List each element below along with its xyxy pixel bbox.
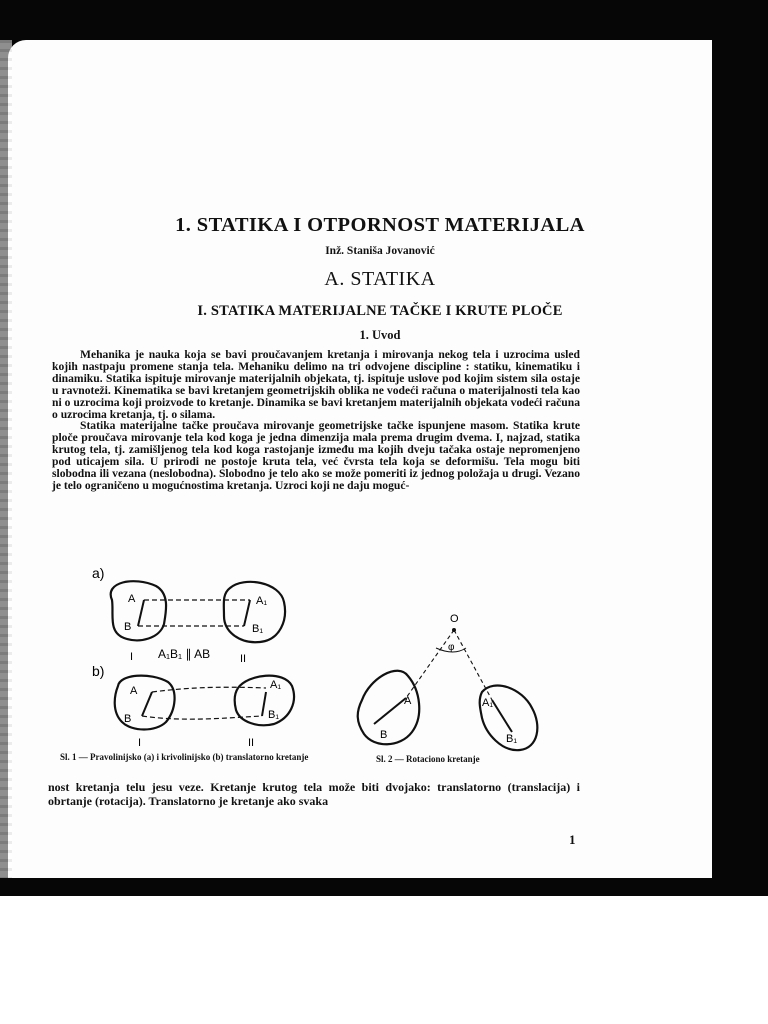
body-text <box>52 349 580 492</box>
fig1a-roman-II: II <box>240 653 247 665</box>
subsection-title: 1. Uvod <box>359 328 401 342</box>
part-title: A. STATIKA <box>324 268 436 290</box>
fig2-segment-A1B1 <box>492 700 512 732</box>
fig1a-point-B: B <box>124 621 132 633</box>
fig1a-point-A: A <box>128 593 136 605</box>
fig1a-body-I <box>111 581 166 640</box>
fig1-label-b: b) <box>92 663 105 679</box>
author-name: Inž. Staniša Jovanović <box>325 245 435 257</box>
figure-2-caption: Sl. 2 — Rotaciono kretanje <box>376 754 480 764</box>
fig1b-point-B1: B₁ <box>268 709 280 721</box>
chapter-title: 1. STATIKA I OTPORNOST MATERIJALA <box>175 214 585 236</box>
fig1-label-a: a) <box>92 565 105 581</box>
fig1a-segment-A1B1 <box>244 600 250 626</box>
figure-2-rotation <box>350 608 570 754</box>
fig2-point-O: O <box>450 613 459 625</box>
fig1a-point-B1: B₁ <box>252 623 264 635</box>
continuation-paragraph: nost kretanja telu jesu veze. Kretanje krutog tela može biti dvojako: translatorno (translacija) i obrtanje (rotacija). Translatorno je kretanje ako svaka <box>48 780 580 808</box>
fig1b-point-A1: A₁ <box>270 679 282 691</box>
figure-1-translation <box>84 562 314 752</box>
fig2-radius-A <box>406 630 454 698</box>
fig2-segment-AB <box>374 698 406 724</box>
fig2-point-B1: B₁ <box>506 733 518 745</box>
fig1b-segment-AB <box>142 692 152 716</box>
fig1b-roman-II: II <box>248 737 255 749</box>
section-title: I. STATIKA MATERIJALNE TAČKE I KRUTE PLOČE <box>197 303 563 319</box>
fig2-angle-phi: φ <box>448 642 455 653</box>
fig2-point-A1: A₁ <box>482 697 494 709</box>
page-number: 1 <box>569 832 576 847</box>
fig1b-path-A <box>152 687 266 692</box>
figure-1-caption: Sl. 1 — Pravolinijsko (a) i krivolinijsko (b) translatorno kretanje <box>60 752 309 762</box>
continuation-text <box>48 780 580 808</box>
fig1b-roman-I: I <box>138 737 142 749</box>
fig1a-point-A1: A₁ <box>256 595 268 607</box>
paragraph-1: Mehanika je nauka koja se bavi proučavanjem kretanja i mirovanja nekog tela i uzrocima usled kojih nastpaju promene stanja tela. Mehaniku delimo na tri odvojene discipline : statiku, kinematiku i dinamiku. Statika ispituje mirovanje materijalnih objekata, tj. ispituje uslove pod kojim sistem sila ostaje u ravnoteži. Kinematika se bavi kretanjem geometrijskih oblika ne vodeći računa o materijalnosti tela kao ni o uzrocima koji proizvode to kretanje. Dinamika se bavi kretanjem materijalnih objekata vodeći računa o uzrocima kretanja, tj. o silama. <box>52 348 580 421</box>
fig1a-roman-I: I <box>130 651 134 663</box>
fig1a-segment-AB <box>138 600 144 626</box>
paragraph-2: Statika materijalne tačke proučava mirovanje geometrijske tačke ispunjene masom. Statika krute ploče proučava mirovanje tela kod koga je jedna dimenzija mala prema drugim dvema. I, najzad, statika krutog tela, tj. zamišljenog tela kod koga rastojanje između ma kojih dveju tačaka ostaje nepromenjeno pod uticajem sila. U prirodi ne postoje kruta tela, već čvrsta tela koja se deformišu. Tela mogu biti slobodna ili vezana (neslobodna). Slobodno je telo ako se može pomeriti iz jednog položaja u drugi. Vezano je telo ograničeno u mogućnostima kretanja. Uzroci koji ne daju moguć- <box>52 419 580 492</box>
fig2-point-A: A <box>404 695 412 707</box>
fig1b-point-B: B <box>124 713 132 725</box>
fig2-point-B: B <box>380 729 388 741</box>
fig1b-point-A: A <box>130 685 138 697</box>
fig1a-relation: A₁B₁ ∥ AB <box>158 647 211 661</box>
fig1b-segment-A1B1 <box>262 692 266 716</box>
page-edge-shadow <box>0 40 12 878</box>
fig2-body-initial <box>358 671 420 745</box>
